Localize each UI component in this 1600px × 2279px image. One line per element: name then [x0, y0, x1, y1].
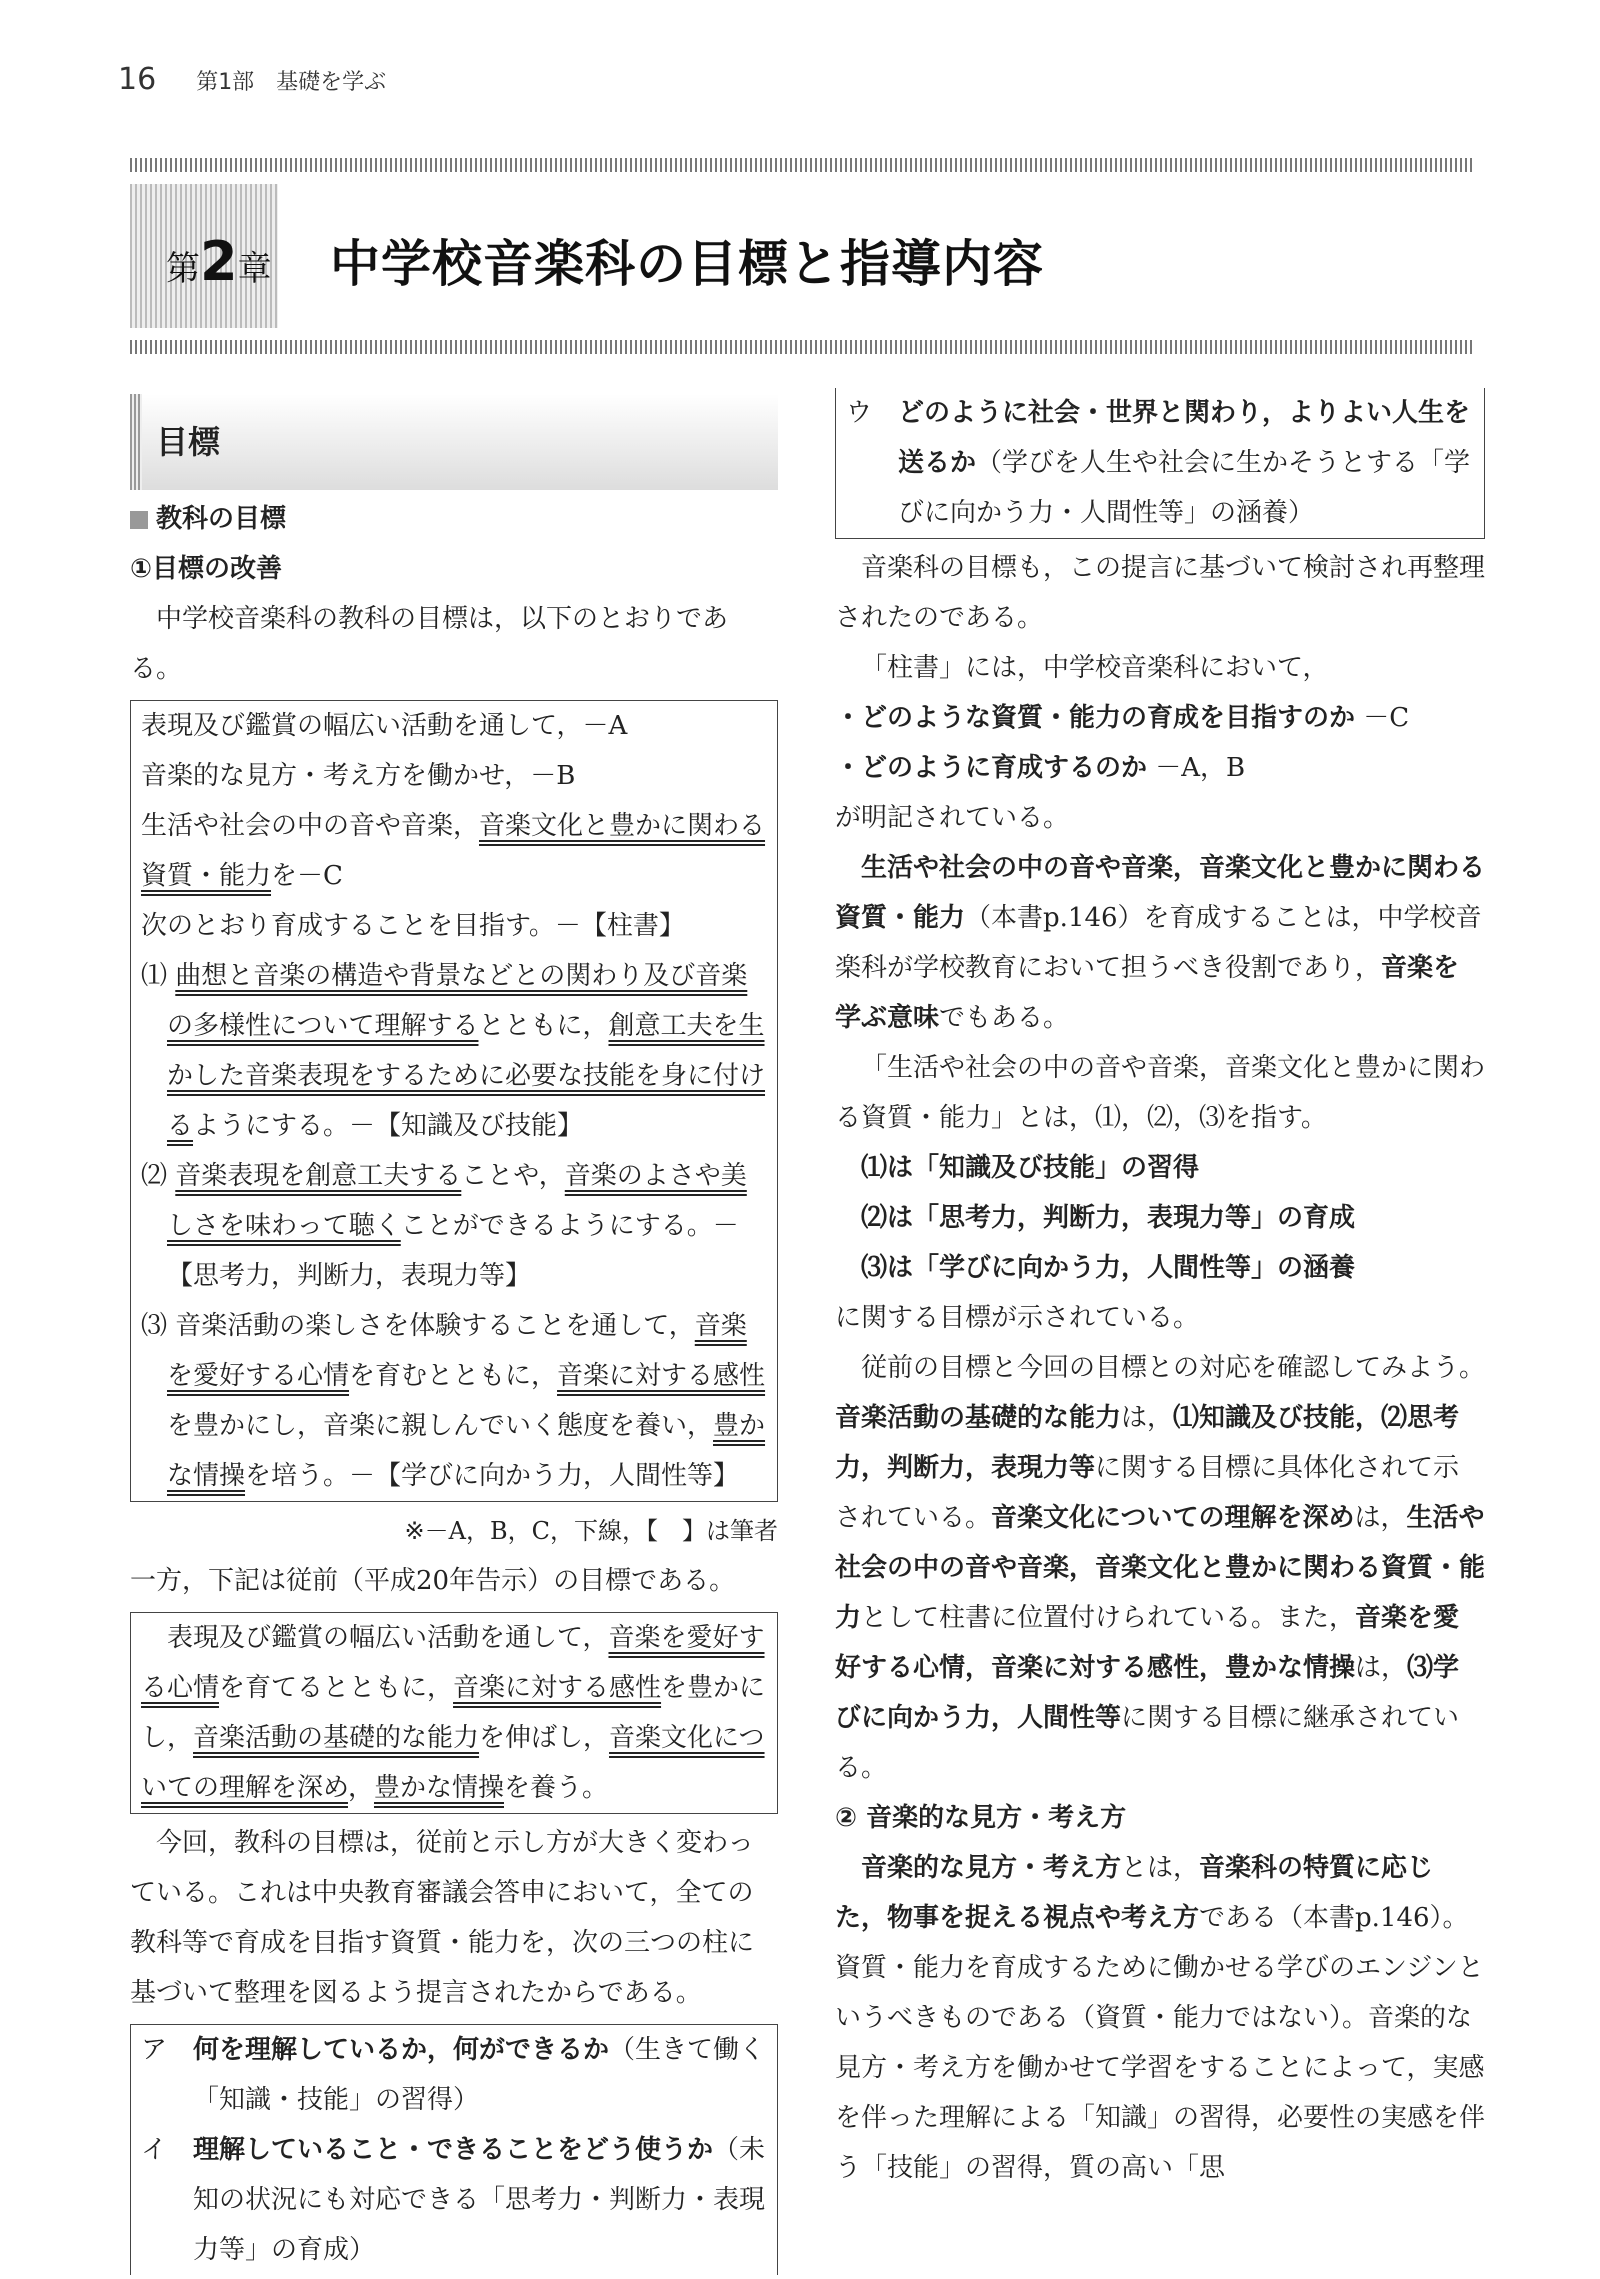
running-head [118, 62, 386, 97]
text-span: を伸ばし， [479, 1723, 610, 1753]
bold-span: 音楽活動の基礎的な能力 [835, 1403, 1122, 1433]
list-line: ⑶は「学びに向かう力，人間性等」の涵養 [861, 1253, 1356, 1283]
paragraph: 音楽科の目標も，この提言に基づいて検討され再整理されたのである。 [835, 553, 1486, 633]
text-span: 音楽活動の楽しさを体験することを通して， [175, 1311, 695, 1341]
page-number: 16 [118, 62, 157, 97]
text-span: を豊かにし， [141, 1673, 766, 1753]
text-span: 生活や社会の中の音や音楽， [141, 811, 480, 841]
pillar-u-box [835, 388, 1485, 539]
pillar-label: イ [141, 2135, 168, 2165]
pillar-i [141, 2125, 767, 2275]
text-span: を豊かにし，音楽に親しんでいく態度を養い， [167, 1411, 714, 1441]
chapter-number: 2 [200, 230, 238, 293]
underlined-span: 音楽に対する感性 [557, 1361, 766, 1391]
text-span: を－C [271, 861, 343, 891]
bold-span: 理解していること・できることをどう使うか [193, 2135, 714, 2165]
left-column [130, 394, 778, 2279]
sub-heading [130, 494, 778, 544]
square-bullet-icon [130, 511, 148, 529]
bold-span: 音楽を学ぶ意味 [835, 953, 1460, 1033]
bold-span: 生活や社会の中の音や音楽，音楽文化と豊かに関わる資質・能力 [835, 853, 1486, 933]
text-span: ことができるようにする。－【思考力，判断力，表現力等】 [167, 1211, 739, 1291]
paragraph [835, 1343, 1485, 1793]
pillar-label: ア [141, 2035, 168, 2065]
text-span: は， [1355, 1653, 1408, 1683]
text-span: （学びを人生や社会に生かそうとする「学びに向かう力・人間性等」の涵養） [898, 448, 1471, 528]
goal-item-1 [141, 951, 767, 1151]
paragraph: が明記されている。 [835, 803, 1070, 833]
text-span: （本書p.146）を育成することは，中学校音楽科が学校教育において担うべき役割であり， [835, 903, 1482, 983]
prior-goals-box [130, 1612, 778, 1814]
text-span: を育むとともに， [349, 1361, 558, 1391]
author-note: ※－A，B，C，下線，【 】は筆者 [404, 1517, 778, 1545]
subsub-heading: ② 音楽的な見方・考え方 [835, 1803, 1127, 1833]
underlined-span: 音楽活動の基礎的な能力 [193, 1723, 480, 1753]
three-pillars-box [130, 2024, 778, 2275]
text-span: は， [1121, 1403, 1174, 1433]
bold-span: 音楽的な見方・考え方 [861, 1853, 1122, 1883]
underlined-span: 音楽文化についての理解を深め [141, 1723, 765, 1803]
bold-span: 生活や社会の中の音や音楽，音楽文化と豊かに関わる資質・能力 [835, 1503, 1486, 1633]
text-span: （未知の状況にも対応できる「思考力・判断力・表現力等」の育成） [193, 2135, 766, 2265]
paragraph [835, 1843, 1485, 2193]
chapter-title: 中学校音楽科の目標と指導内容 [330, 235, 1044, 293]
paragraph: 「柱書」には，中学校音楽科において， [861, 653, 1329, 683]
goal-line-c [141, 801, 767, 901]
prior-goals-text [141, 1613, 767, 1813]
current-goals-box [130, 700, 778, 1502]
text-span: －C [1363, 703, 1410, 733]
bold-span: 何を理解しているか，何ができるか [193, 2035, 610, 2065]
three-pillars-paragraph: 今回，教科の目標は，従前と示し方が大きく変わっている。これは中央教育審議会答申において，全ての教科等で育成を目指す資質・能力を，次の三つの柱に基づいて整理を図るよう提言されたからである。 [130, 1828, 755, 2008]
bold-span: ・どのように育成するのか [835, 753, 1148, 783]
prior-goals-intro: 一方，下記は従前（平成20年告示）の目標である。 [130, 1566, 736, 1596]
underlined-span: 音楽に対する感性 [453, 1673, 662, 1703]
text-span: －A，B [1155, 753, 1246, 783]
text-span: とともに， [478, 1011, 609, 1041]
underlined-span: 曲想と音楽の構造や背景などとの関わり及び音楽の多様性について理解する [167, 961, 748, 1041]
right-column [835, 394, 1485, 2193]
bold-span: ⑶学びに向かう力，人間性等 [835, 1653, 1460, 1733]
underlined-span: 豊かな情操 [167, 1411, 766, 1491]
sub-heading-text: 教科の目標 [156, 504, 287, 534]
paragraph [835, 843, 1485, 1043]
goal-line-b: 音楽的な見方・考え方を働かせ，－B [141, 761, 576, 791]
pillar-u [846, 388, 1474, 538]
goal-item-3 [141, 1301, 767, 1501]
text-span: として柱書に位置付けられている。また， [861, 1603, 1356, 1633]
text-span: を養う。 [504, 1773, 609, 1803]
text-span: に関する目標に具体化されて示されている。 [835, 1453, 1460, 1533]
text-span: に関する目標に継承されている。 [835, 1703, 1460, 1783]
text-span: とは， [1121, 1853, 1200, 1883]
text-span: を育てるとともに， [219, 1673, 454, 1703]
paragraph: に関する目標が示されている。 [835, 1303, 1200, 1333]
item-number: ⑶ [141, 1311, 168, 1341]
paragraph: 「生活や社会の中の音や音楽，音楽文化と豊かに関わる資質・能力」とは，⑴，⑵，⑶を指す。 [835, 1053, 1486, 1133]
bold-span: ⑴知識及び技能，⑵思考力，判断力，表現力等 [835, 1403, 1460, 1483]
bold-span: ・どのような資質・能力の育成を目指すのか [835, 703, 1356, 733]
chapter-title-band [130, 158, 1475, 354]
item-number: ⑵ [141, 1161, 168, 1191]
pillar-label: ウ [846, 398, 873, 428]
text-span: は， [1354, 1503, 1407, 1533]
bullet-item [835, 693, 1485, 743]
text-span: ようにする。－【知識及び技能】 [193, 1111, 584, 1141]
underlined-span: 豊かな情操 [373, 1773, 504, 1803]
chapter-prefix: 第 [166, 249, 200, 289]
section-heading: 目標 [130, 394, 778, 490]
bold-span: 音楽科の特質に応じた，物事を捉える視点や考え方 [835, 1853, 1434, 1933]
underlined-span: 音楽を愛好する心情 [167, 1311, 747, 1391]
intro-paragraph: 中学校音楽科の教科の目標は，以下のとおりである。 [130, 604, 729, 684]
pillar-a [141, 2025, 767, 2125]
text-span: である（本書p.146）。資質・能力を育成するために働かせる学びのエンジンというべきものである（資質・能力ではない）。音楽的な見方・考え方を働かせて学習をすることによって，実感を伴った理解による「知識」の習得，必要性の実感を伴う「技能」の習得，質の高い「思 [835, 1903, 1486, 2183]
top-stripe-rule [130, 158, 1475, 172]
chapter-label [166, 230, 272, 293]
underlined-span: 創意工夫を生かした音楽表現をするために必要な技能を身に付ける [167, 1011, 766, 1141]
bold-span: 音楽文化についての理解を深め [991, 1503, 1355, 1533]
goal-line-a: 表現及び鑑賞の幅広い活動を通して，－A [141, 711, 628, 741]
text-span: ， [347, 1773, 374, 1803]
goal-item-2 [141, 1151, 767, 1301]
bottom-stripe-rule [130, 340, 1475, 354]
text-span: を培う。－【学びに向かう力，人間性等】 [245, 1461, 740, 1491]
text-span: 表現及び鑑賞の幅広い活動を通して， [167, 1623, 609, 1653]
subsub-heading: ①目標の改善 [130, 554, 283, 584]
text-span: ことや， [461, 1161, 565, 1191]
underlined-span: 音楽を愛好する心情 [141, 1623, 765, 1703]
bold-span: 音楽を愛好する心情，音楽に対する感性，豊かな情操 [835, 1603, 1460, 1683]
goal-line-pillar: 次のとおり育成することを目指す。－【柱書】 [141, 911, 685, 941]
bold-span: どのように社会・世界と関わり，よりよい人生を送るか [898, 398, 1471, 478]
underlined-span: 音楽表現を創意工夫する [175, 1161, 462, 1191]
underlined-span: 音楽のよさや美しさを味わって聴く [167, 1161, 747, 1241]
underlined-span: 音楽文化と豊かに関わる資質・能力 [141, 811, 766, 891]
text-span: （生きて働く「知識・技能」の習得） [193, 2035, 766, 2115]
bullet-item [835, 743, 1485, 793]
chapter-suffix: 章 [237, 249, 272, 289]
text-span: 従前の目標と今回の目標との対応を確認してみよう。 [861, 1353, 1486, 1383]
list-line: ⑴は「知識及び技能」の習得 [861, 1153, 1200, 1183]
part-title: 第1部 基礎を学ぶ [196, 70, 387, 95]
list-line: ⑵は「思考力，判断力，表現力等」の育成 [861, 1203, 1356, 1233]
text-span: でもある。 [939, 1003, 1070, 1033]
item-number: ⑴ [141, 961, 168, 991]
